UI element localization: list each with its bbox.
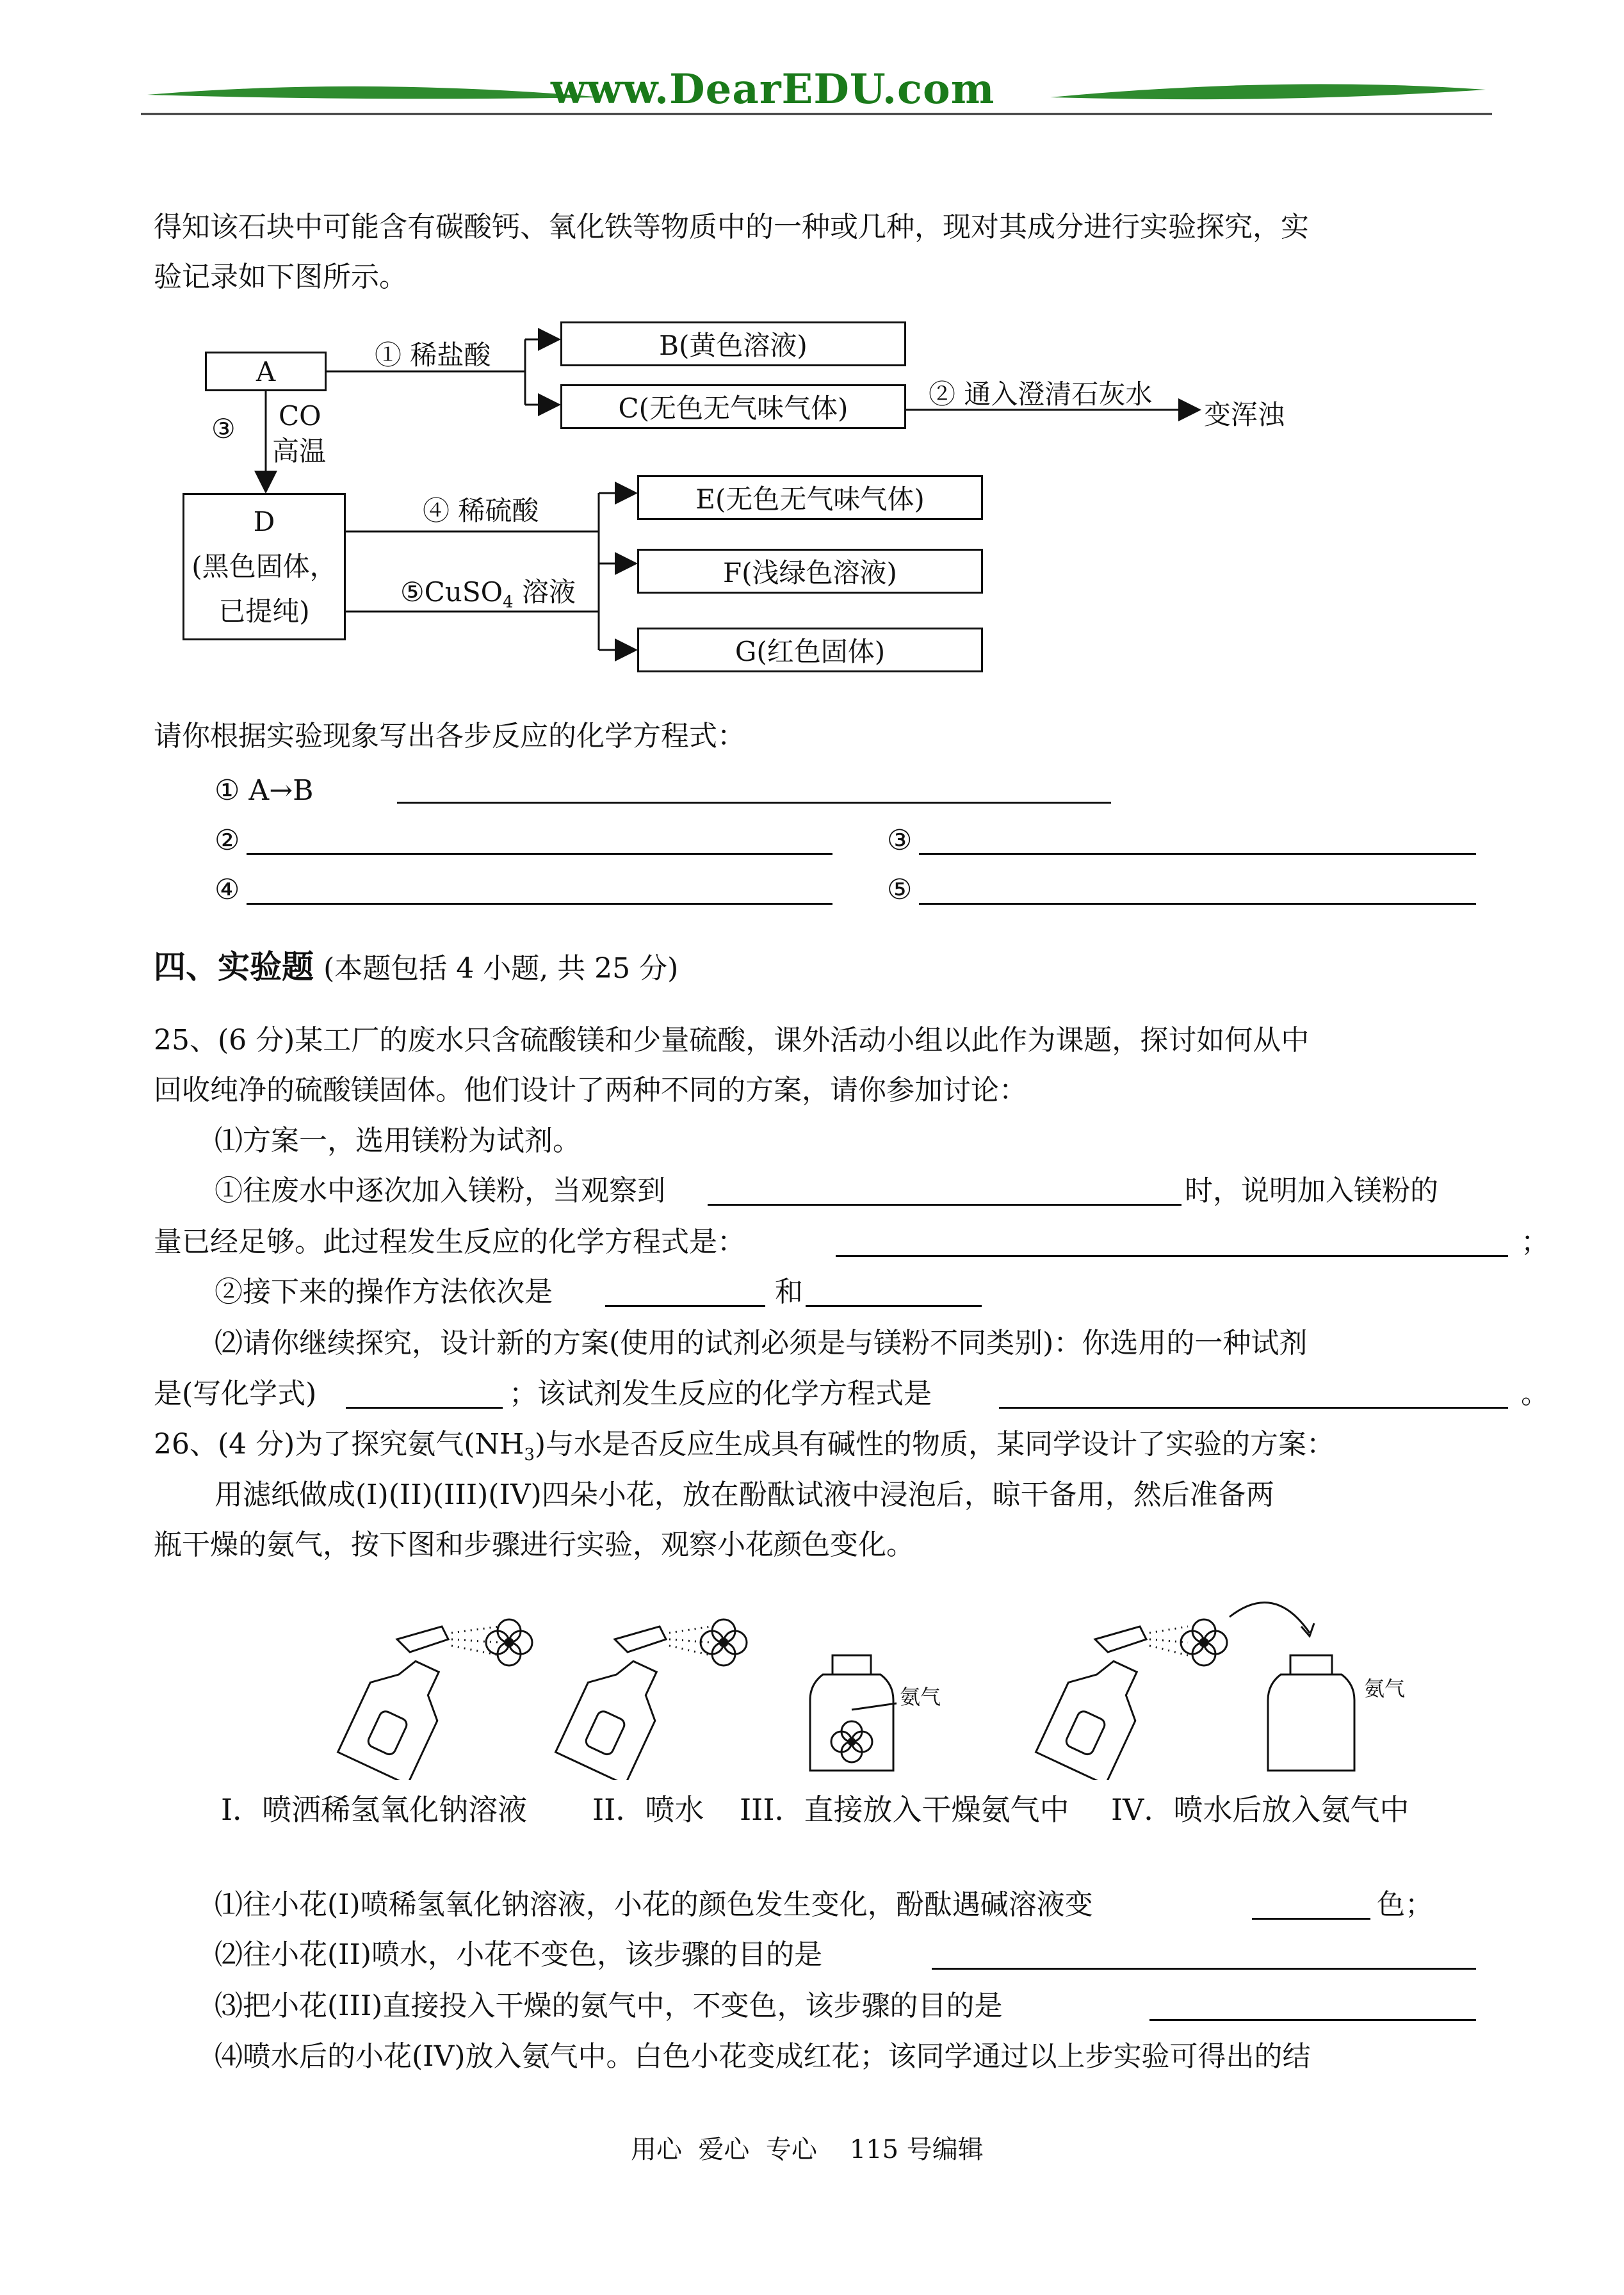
q25-op1-blank[interactable]	[605, 1285, 765, 1307]
q25-reagent-equation-blank[interactable]	[999, 1386, 1508, 1409]
node-f: F(浅绿色溶液)	[637, 549, 983, 594]
q25-line-2: 回收纯净的硫酸镁固体。他们设计了两种不同的方案，请你参加讨论：	[154, 1074, 1027, 1107]
node-d	[183, 493, 346, 640]
caption-3: III．直接放入干燥氨气中	[740, 1792, 1069, 1827]
reaction-2-blank[interactable]	[247, 832, 832, 855]
q25-op2-blank[interactable]	[806, 1285, 982, 1307]
page-footer: 用心 爱心 专心 115 号编辑	[631, 2135, 984, 2164]
node-c: C(无色无气味气体)	[560, 384, 906, 429]
caption-1: I．喷洒稀氢氧化钠溶液	[221, 1792, 528, 1827]
spray-mist-1	[451, 1626, 499, 1655]
q25-line-8a: 是(写化学式)	[154, 1377, 317, 1410]
high-temp-label: 高温	[272, 435, 327, 467]
q26-step-2: ⑵往小花(II)喷水，小花不变色，该步骤的目的是	[215, 1938, 823, 1971]
q26-step-1a: ⑴往小花(I)喷稀氢氧化钠溶液，小花的颜色发生变化，酚酞遇碱溶液变	[215, 1888, 1093, 1921]
q25-line-6a: ②接下来的操作方法依次是	[215, 1276, 553, 1308]
q25-line-3: ⑴方案一，选用镁粉为试剂。	[215, 1124, 581, 1157]
q26-color-blank[interactable]	[1252, 1897, 1370, 1920]
reaction-3-label: ③	[887, 824, 913, 857]
step-5-label: ⑤CuSO$_4$ 溶液	[400, 576, 576, 612]
q24-prompt: 请你根据实验现象写出各步反应的化学方程式：	[154, 720, 745, 752]
reaction-4-label: ④	[215, 873, 240, 906]
q26-line-3: 瓶干燥的氨气，按下图和步骤进行实验，观察小花颜色变化。	[154, 1529, 914, 1561]
step-2-label: ② 通入澄清石灰水	[929, 378, 1153, 410]
intro-line-2: 验记录如下图所示。	[154, 261, 407, 293]
jar-label-2: 氨气	[1364, 1676, 1406, 1701]
step-3-label: ③	[211, 413, 236, 444]
q25-line-8c: 。	[1521, 1377, 1549, 1410]
node-b: B(黄色溶液)	[560, 321, 906, 366]
q25-line-4b: 时，说明加入镁粉的	[1185, 1174, 1438, 1207]
flower-icon-1	[486, 1619, 532, 1666]
site-title: www.DearEDU.com	[551, 65, 995, 113]
reaction-4-blank[interactable]	[247, 882, 832, 905]
spray-bottle-icon-2	[556, 1626, 674, 1780]
co-label: CO	[279, 400, 321, 432]
reaction-5-blank[interactable]	[919, 882, 1476, 905]
q26-purpose-2-blank[interactable]	[932, 1947, 1476, 1970]
q25-equation-blank[interactable]	[836, 1235, 1508, 1257]
q25-line-5a: 量已经足够。此过程发生反应的化学方程式是：	[154, 1226, 745, 1258]
q25-line-8b: ；该试剂发生反应的化学方程式是	[509, 1377, 932, 1410]
q25-line-1: 25、(6 分)某工厂的废水只含硫酸镁和少量硫酸，课外活动小组以此作为课题，探讨如何从中	[154, 1024, 1310, 1057]
node-e: E(无色无气味气体)	[637, 475, 983, 520]
turbid-label: 变浑浊	[1204, 399, 1285, 430]
section-4-note: (本题包括 4 小题, 共 25 分)	[323, 952, 679, 985]
q26-step-4: ⑷喷水后的小花(IV)放入氨气中。白色小花变成红花；该同学通过以上步实验可得出的结	[215, 2040, 1311, 2073]
q26-step-3: ⑶把小花(III)直接投入干燥的氨气中，不变色，该步骤的目的是	[215, 1990, 1003, 2022]
reaction-2-label: ②	[215, 824, 240, 857]
section-4-heading	[154, 941, 678, 987]
intro-line-1: 得知该石块中可能含有碳酸钙、氧化铁等物质中的一种或几种，现对其成分进行实验探究，实	[154, 211, 1309, 243]
node-d-desc1: (黑色固体，	[191, 551, 337, 582]
jar-label-1: 氨气	[900, 1685, 941, 1709]
node-d-label: D	[253, 506, 275, 537]
reaction-5-label: ⑤	[887, 873, 913, 906]
node-g: G(红色固体)	[637, 628, 983, 672]
step-4-label: ④ 稀硫酸	[423, 495, 539, 526]
spray-bottle-icon-1	[338, 1626, 457, 1780]
node-d-desc2: 已提纯)	[218, 596, 310, 627]
section-4-title: 四、实验题	[154, 948, 314, 985]
reaction-1-label: ① A→B	[215, 774, 314, 807]
caption-4: IV．喷水后放入氨气中	[1111, 1792, 1409, 1827]
q26-line-2: 用滤纸做成(I)(II)(III)(IV)四朵小花，放在酚酞试液中浸泡后，晾干备用，然后准备两	[215, 1479, 1274, 1511]
q25-observation-blank[interactable]	[708, 1183, 1181, 1206]
q26-purpose-3-blank[interactable]	[1149, 1999, 1476, 2021]
spray-mist-3	[1149, 1626, 1188, 1655]
spray-bottle-icon-3	[1036, 1626, 1155, 1780]
q25-line-6b: 和	[775, 1276, 803, 1308]
step-1-label: ① 稀盐酸	[375, 339, 491, 371]
q25-line-7: ⑵请你继续探究，设计新的方案(使用的试剂必须是与镁粉不同类别)：你选用的一种试剂	[215, 1327, 1308, 1359]
q25-line-4a: ①往废水中逐次加入镁粉，当观察到	[215, 1174, 665, 1207]
reaction-1-blank[interactable]	[397, 781, 1111, 804]
flower-icon-3	[831, 1721, 872, 1762]
node-a: A	[205, 352, 327, 391]
q25-line-5b: ；	[1521, 1226, 1549, 1258]
q25-formula-blank[interactable]	[346, 1386, 503, 1409]
gas-jar-icon-2	[1268, 1655, 1354, 1771]
q26-line-1: 26、(4 分)为了探究氨气$(NH_3)$与水是否反应生成具有碱性的物质，某同学设计了实验的方案：	[154, 1428, 1335, 1464]
caption-2: II．喷水	[592, 1792, 704, 1827]
transfer-arrow-icon	[1230, 1603, 1310, 1633]
gas-jar-icon-1	[810, 1655, 893, 1771]
q26-step-1b: 色；	[1377, 1888, 1433, 1921]
reaction-3-blank[interactable]	[919, 832, 1476, 855]
